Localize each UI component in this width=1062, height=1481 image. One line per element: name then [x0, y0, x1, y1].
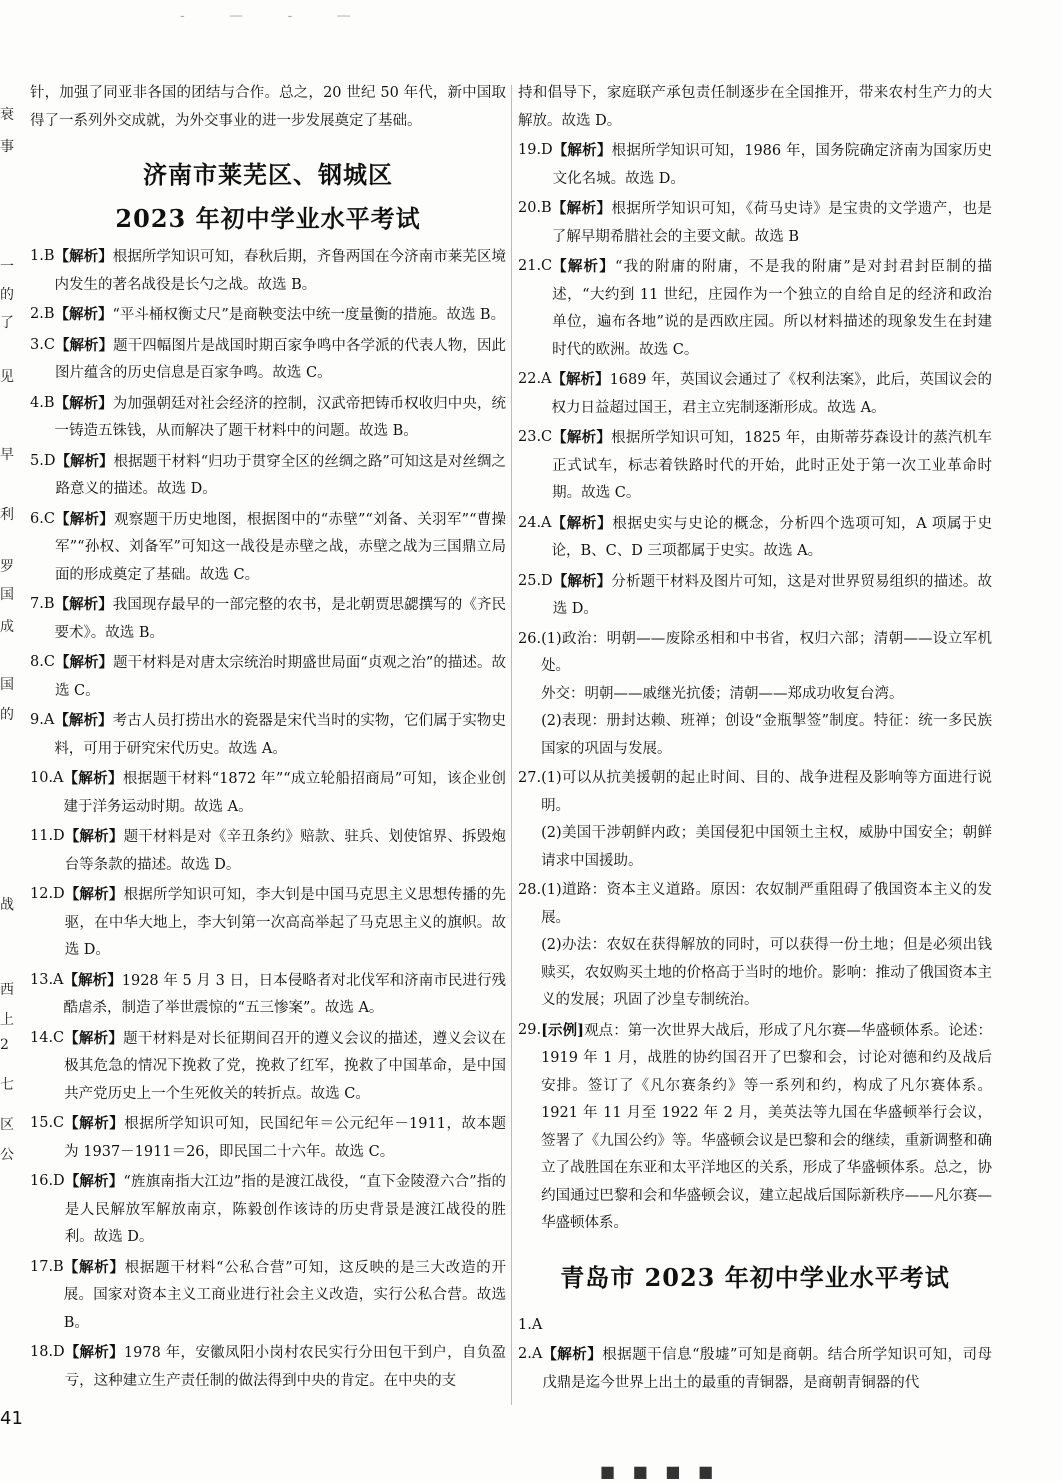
answer-q2: [518, 1341, 992, 1397]
edge-fragment-char: 成: [0, 619, 14, 635]
answer-27-part2: (2)美国干涉朝鲜内政；美国侵犯中国领土主权，威胁中国安全；朝鲜请求中国援助。: [541, 825, 992, 869]
answer-item: [30, 301, 506, 330]
answer-item: [30, 332, 506, 388]
answer-text: 1689 年，英国议会通过了《权利法案》，此后，英国议会的权力日益超过国王，君主立宪制逐渐形成。故选 A。: [551, 372, 992, 416]
answer-item: [30, 1254, 506, 1338]
answer-number: 20.B: [518, 200, 552, 216]
bottom-scan-marks: ■ ■ ■ ■: [600, 1462, 720, 1481]
edge-fragment-char: 战: [0, 897, 14, 913]
analysis-tag: 【解析】: [542, 1346, 603, 1363]
answer-28-part1: (1)道路：资本主义道路。原因：农奴制严重阻碍了俄国资本主义的发展。: [541, 882, 992, 926]
answer-number: 3.C: [30, 336, 55, 353]
example-tag: [示例]: [541, 1021, 584, 1039]
answer-item: [518, 568, 992, 624]
analysis-tag: 【解析】: [64, 828, 124, 845]
answer-26-part3: (2)表现：册封达赖、班禅；创设“金瓶掣签”制度。特征：统一多民族国家的巩固与发展。: [541, 713, 992, 757]
answer-item: [30, 390, 506, 446]
analysis-tag: 【解析】: [64, 1344, 124, 1361]
analysis-tag: 【解析】: [64, 1115, 125, 1132]
analysis-tag: 【解析】: [552, 429, 612, 446]
answer-item: [518, 253, 992, 364]
edge-fragment-char: 上: [0, 1012, 14, 1028]
answer-item: [30, 967, 506, 1023]
answer-text: 1928 年 5 月 3 日，日本侵略者对北伐军和济南市民进行残酷虐杀，制造了举世震惊的“五三惨案”。故选 A。: [63, 972, 506, 1016]
edge-fragment-char: 了: [0, 315, 14, 331]
answer-number: 2.B: [30, 306, 55, 322]
section-title-jinan-line1: 济南市莱芜区、钢城区: [143, 160, 393, 189]
answer-text: 根据所学知识可知，1825 年，由斯蒂芬森设计的蒸汽机车正式试车，标志着铁路时代的开始，此时正处于第一次工业革命时期。故选 C。: [552, 430, 992, 501]
answer-number: 12.D: [30, 886, 65, 902]
analysis-tag: 【解析】: [64, 1173, 124, 1190]
answer-number: 29.: [518, 1021, 542, 1038]
answer-number: 21.C: [518, 258, 553, 274]
analysis-tag: 【解析】: [54, 394, 113, 412]
answer-item: [30, 765, 506, 821]
answer-number: 13.A: [30, 971, 64, 988]
answer-number: 1.B: [30, 248, 55, 264]
answer-text: 题干四幅图片是战国时期百家争鸣中各学派的代表人物，因此图片蕴含的历史信息是百家争鸣。故选 C。: [54, 337, 507, 381]
answer-number: 5.D: [30, 452, 56, 469]
answer-number: 28.: [518, 882, 542, 898]
answer-text: 根据所学知识可知，《荷马史诗》是宝贵的文学遗产，也是了解早期希腊社会的主要文献。故选 B: [551, 201, 993, 245]
answer-text: 分析题干材料及图片可知，这是对世界贸易组织的描述。故选 D。: [552, 573, 993, 617]
edge-fragment-char: 衰: [0, 107, 14, 123]
answer-item: [30, 707, 506, 763]
answer-item: [518, 195, 992, 251]
answer-text: 根据所学知识可知，1986 年，国务院确定济南为国家历史文化名城。故选 D。: [552, 143, 992, 187]
answer-number: 18.D: [30, 1344, 65, 1360]
analysis-tag: 【解析】: [64, 886, 124, 903]
edge-fragment-char: 一: [0, 259, 14, 275]
answer-number: 27.: [518, 770, 542, 786]
answer-text: “平斗桶权衡丈尺”是商鞅变法中统一度量衡的措施。故选 B。: [112, 307, 506, 323]
analysis-tag: 【解析】: [552, 258, 615, 275]
answer-text: 为加强朝廷对社会经济的控制，汉武帝把铸币权收归中央，统一铸造五铢钱，从而解决了题干材料中的问题。故选 B。: [54, 395, 507, 439]
answer-text: 根据史实与史论的概念，分析四个选项可知，A 项属于史论，B、C、D 三项都属于史实。故选 A。: [551, 515, 992, 559]
answer-18-continuation: 持和倡导下，家庭联产承包责任制逐步在全国推开，带来农村生产力的大解放。故选 D。: [518, 85, 992, 129]
answer-text: “旌旗南指大江边”指的是渡江战役，“直下金陵澄六合”指的是人民解放军解放南京，陈毅创作该诗的历史背景是渡江战役的胜利。故选 D。: [64, 1174, 506, 1245]
answer-text: 根据题干材料“归功于贯穿全区的丝绸之路”可知这是对丝绸之路意义的描述。故选 D。: [55, 453, 506, 497]
section-title-jinan-line2: 2023 年初中学业水平考试: [115, 204, 421, 233]
analysis-tag: 【解析】: [551, 200, 612, 217]
column-divider: [511, 85, 512, 1405]
page-number: 41: [0, 1408, 23, 1429]
answer-q1: [518, 1312, 992, 1340]
answer-number: 14.C: [30, 1029, 65, 1046]
answer-27: [518, 765, 992, 875]
answer-number: 10.A: [30, 770, 64, 786]
answer-text: 根据所学知识可知，民国纪年＝公元纪年－1911，故本题为 1937－1911＝26，即民国二十六年。故选 C。: [64, 1116, 507, 1160]
answer-text: 根据题干材料“1872 年”“成立轮船招商局”可知，该企业创建于洋务运动时期。故选 A。: [63, 771, 506, 815]
answer-number: 19.D: [518, 142, 553, 158]
edge-fragment-char: 2: [0, 1037, 9, 1053]
analysis-tag: 【解析】: [54, 248, 113, 265]
answer-number: 2.A: [518, 1346, 543, 1362]
answer-number: 17.B: [30, 1258, 64, 1275]
analysis-tag: 【解析】: [63, 770, 123, 787]
analysis-tag: 【解析】: [54, 712, 113, 729]
edge-fragment-char: 早: [0, 447, 14, 463]
answer-number: 11.D: [30, 828, 65, 844]
answer-number: 1.A: [518, 1316, 543, 1333]
answer-number: 6.C: [30, 510, 55, 527]
analysis-tag: 【解析】: [552, 572, 612, 590]
intro-paragraph: 针，加强了同亚非各国的团结与合作。总之，20 世纪 50 年代，新中国取得了一系列外交成就，为外交事业的进一步发展奠定了基础。: [30, 85, 506, 129]
answer-29: [518, 1017, 992, 1238]
analysis-tag: 【解析】: [63, 1258, 125, 1276]
analysis-tag: 【解析】: [54, 654, 114, 671]
answer-text: 题干材料是对长征期间召开的遵义会议的描述，遵义会议在极其危急的情况下挽救了党，挽救了红军，挽救了中国革命，是中国共产党历史上一个生死攸关的转折点。故选 C。: [64, 1030, 507, 1102]
answer-item: [30, 881, 506, 965]
answer-item: [30, 591, 506, 647]
answer-text: 考古人员打捞出水的瓷器是宋代当时的实物，它们属于实物史料，可用于研究宋代历史。故选 A。: [54, 713, 507, 757]
answer-item: [30, 1168, 506, 1252]
answer-number: 26.: [518, 630, 542, 647]
edge-fragment-char: 七: [0, 1077, 14, 1093]
answer-item: [30, 243, 506, 299]
analysis-tag: 【解析】: [552, 142, 612, 159]
edge-fragment-char: 利: [0, 507, 14, 523]
answer-26-part2: 外交：明朝——戚继光抗倭；清朝——郑成功收复台湾。: [541, 685, 904, 702]
answer-number: 16.D: [30, 1173, 65, 1189]
edge-fragment-char: 国: [0, 587, 14, 603]
edge-fragment-char: 罗: [0, 559, 14, 575]
answer-text: 根据题干信息“殷墟”可知是商朝。结合所学知识可知，司母戊鼎是迄今世界上出土的最重的青铜器，是商朝青铜器的代: [542, 1347, 993, 1391]
answer-text: 根据所学知识可知，李大钊是中国马克思主义思想传播的先驱，在中华大地上，李大钊第一次高高举起了马克思主义的旗帜。故选 D。: [64, 887, 507, 958]
edge-fragment-char: 的: [0, 707, 14, 723]
answer-item: [518, 510, 992, 566]
answer-item: [518, 366, 992, 422]
answer-text: 根据题干材料“公私合营”可知，这反映的是三大改造的开展。国家对资本主义工商业进行社会主义改造，实行公私合营。故选 B。: [63, 1259, 507, 1331]
answer-28-part2: (2)办法：农奴在获得解放的同时，可以获得一份土地；但是必须出钱赎买，农奴购买土地的价格高于当时的地价。影响：推动了俄国资本主义的发展；巩固了沙皇专制统治。: [541, 937, 992, 1008]
edge-fragment-char: 见: [0, 369, 14, 385]
answer-number: 7.B: [30, 596, 55, 612]
answer-list-left: [30, 243, 506, 1395]
section-title-qingdao: 青岛市 2023 年初中学业水平考试: [560, 1262, 950, 1292]
top-scan-marks: - — - —: [180, 8, 371, 24]
answer-number: 4.B: [30, 394, 55, 411]
answer-item: [30, 649, 506, 705]
answer-text: 我国现存最早的一部完整的农书，是北朝贾思勰撰写的《齐民要术》。故选 B。: [54, 597, 507, 641]
analysis-tag: 【解析】: [551, 371, 610, 388]
answer-item: [30, 1110, 506, 1166]
right-column: [518, 80, 992, 1399]
answer-number: 24.A: [518, 514, 552, 531]
answer-number: 8.C: [30, 654, 55, 670]
analysis-tag: 【解析】: [54, 596, 113, 613]
edge-fragment-char: 公: [0, 1147, 14, 1163]
analysis-tag: 【解析】: [55, 452, 114, 470]
answer-item: [30, 1025, 506, 1109]
answer-number: 23.C: [518, 429, 553, 445]
edge-fragment-char: 区: [0, 1117, 14, 1133]
answer-text: 题干材料是对《辛丑条约》赔款、驻兵、划使馆界、拆毁炮台等条款的描述。故选 D。: [64, 829, 507, 873]
analysis-tag: 【解析】: [54, 510, 115, 528]
edge-fragment-char: 西: [0, 982, 14, 998]
answer-28: [518, 877, 992, 1015]
answer-item: [30, 448, 506, 504]
answer-text: 1978 年，安徽凤阳小岗村农民实行分田包干到户，自负盈亏，这种建立生产责任制的做法得到中央的肯定。在中央的支: [64, 1345, 506, 1389]
answer-item: [30, 823, 506, 879]
edge-fragment-char: 事: [0, 139, 14, 155]
edge-fragment-char: 的: [0, 287, 14, 303]
answer-list-right: [518, 137, 992, 624]
answer-26-part1: (1)政治：明朝——废除丞相和中书省，权归六部；清朝——设立军机处。: [541, 630, 992, 674]
analysis-tag: 【解析】: [551, 514, 613, 532]
answer-text: “我的附庸的附庸，不是我的附庸”是对封君封臣制的描述，“大约到 11 世纪，庄园作为一个独立的自给自足的经济和政治单位，遍布各地”说的是西欧庄园。所以材料描述的现象发生在封建时代的欧洲。故选 C。: [552, 259, 993, 358]
answer-text: 题干材料是对唐太宗统治时期盛世局面“贞观之治”的描述。故选 C。: [54, 655, 507, 699]
answer-text: 根据所学知识可知，春秋后期，齐鲁两国在今济南市莱芜区境内发生的著名战役是长勺之战。故选 B。: [54, 249, 507, 293]
answer-number: 15.C: [30, 1115, 65, 1131]
analysis-tag: 【解析】: [54, 306, 113, 323]
answer-text: 观察题干历史地图，根据图中的“赤壁”“刘备、关羽军”“曹操军”“孙权、刘备军”可知这一战役是赤壁之战，赤壁之战为三国鼎立局面的形成奠定了基础。故选 C。: [54, 511, 507, 583]
answer-number: 9.A: [30, 712, 55, 728]
analysis-tag: 【解析】: [63, 971, 122, 989]
edge-fragment-char: 国: [0, 677, 14, 693]
answer-item: [518, 137, 992, 193]
analysis-tag: 【解析】: [64, 1029, 124, 1047]
answer-item: [30, 1339, 506, 1395]
answer-item: [30, 506, 506, 590]
answer-item: [518, 424, 992, 508]
answer-number: 25.D: [518, 572, 553, 589]
analysis-tag: 【解析】: [54, 336, 114, 354]
answer-26: [518, 626, 992, 764]
left-column: [30, 80, 506, 1397]
answer-number: 22.A: [518, 371, 552, 387]
answer-27-part1: (1)可以从抗美援朝的起止时间、目的、战争进程及影响等方面进行说明。: [541, 770, 992, 814]
answer-29-text: 观点：第一次世界大战后，形成了凡尔赛—华盛顿体系。论述：1919 年 1 月，战胜的协约国召开了巴黎和会，讨论对德和约及战后安排。签订了《凡尔赛条约》等一系列和约，构成了凡尔赛体系。1921 年 11 月至 1922 年 2 月，美英法等九国在华盛顿举行会议，签署了《九国公约》等。华盛顿会议是巴黎和会的继续，重新调整和确立了战胜国在东亚和太平洋地区的关系，形成了华盛顿体系。总之，协约国通过巴黎和会和华盛顿会议，建立起战后国际新秩序——凡尔赛—华盛顿体系。: [541, 1022, 992, 1231]
